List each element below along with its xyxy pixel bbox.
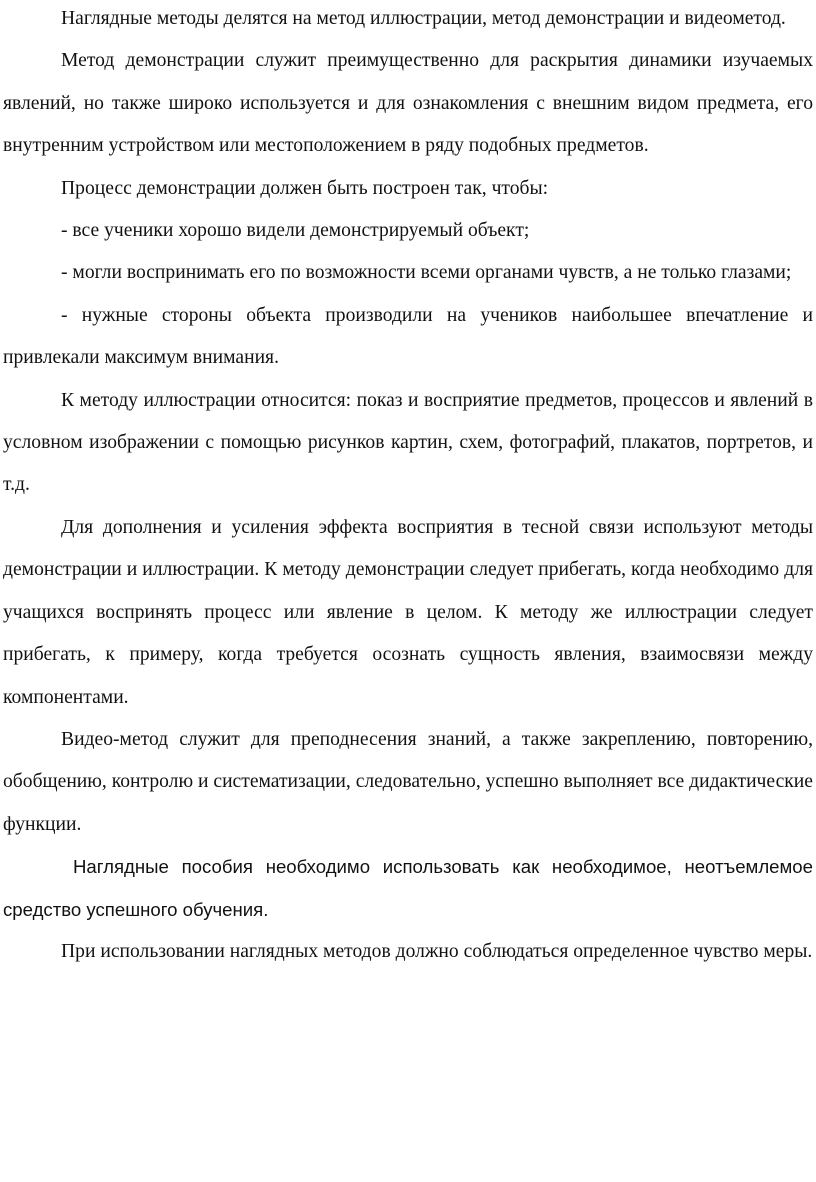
paragraph-demonstration-process: Процесс демонстрации должен быть построен так, чтобы: [61, 177, 549, 199]
paragraph-video-method: Видео-метод служит для преподнесения знаний, а также закреплению, повторению, обобщению, контролю и систематизации, следовательно, успешно выполняет все дидактические функции. [3, 728, 813, 835]
paragraph-visual-methods: Наглядные методы делятся на метод иллюстрации, метод демонстрации и видеометод. [61, 8, 786, 29]
list-item-impression: - нужные стороны объекта производили на учеников наибольшее впечатление и привлекали максимум внимания. [3, 304, 813, 369]
paragraph-combined-methods: Для дополнения и усиления эффекта восприятия в тесной связи используют методы демонстрации и иллюстрации. К методу демонстрации следует прибегать, когда необходимо для учащихся воспринять процесс или явление в целом. К методу же иллюстрации следует прибегать, к примеру, когда требуется осознать сущность явления, взаимосвязи между компонентами. [3, 516, 813, 708]
paragraph-demonstration-method: Метод демонстрации служит преимущественно для раскрытия динамики изучаемых явлений, но также широко используется и для ознакомления с внешним видом предмета, его внутренним устройством или местоположением в ряду подобных предметов. [3, 50, 813, 157]
paragraph-sense-of-measure: При использовании наглядных методов должно соблюдаться определенное чувство меры. [61, 940, 813, 962]
list-item-all-senses: - могли воспринимать его по возможности всеми органами чувств, а не только глазами; [61, 262, 792, 284]
paragraph-illustration-method: К методу иллюстрации относится: показ и восприятие предметов, процессов и явлений в условном изображении с помощью рисунков картин, схем, фотографий, плакатов, портретов, и т.д. [3, 389, 813, 496]
list-item-see-object: - все ученики хорошо видели демонстрируемый объект; [61, 220, 530, 242]
paragraph-visual-aids: Наглядные пособия необходимо использовать как необходимое, неотъемлемое средство успешного обучения. [3, 856, 813, 920]
